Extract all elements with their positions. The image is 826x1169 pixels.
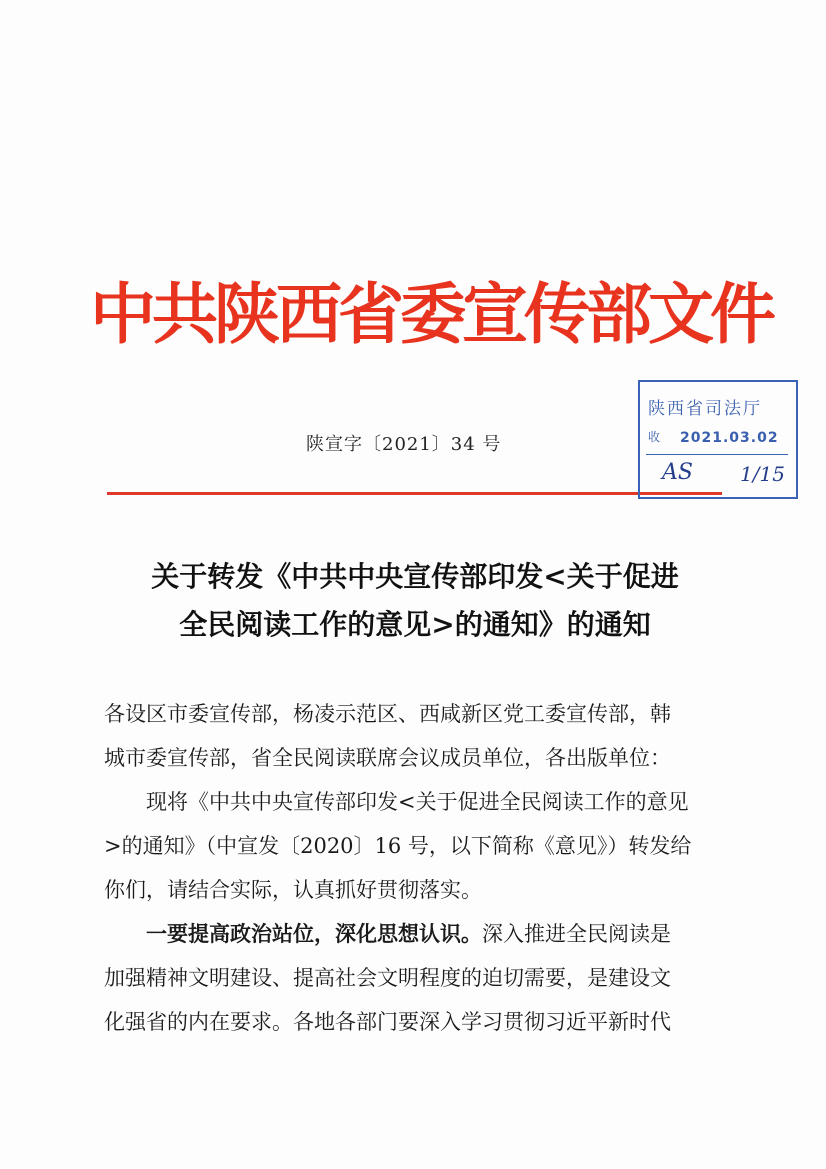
stamp-organization: 陕西省司法厅 (648, 399, 762, 419)
received-stamp (638, 380, 798, 499)
stamp-handwritten-count: 1/15 (740, 462, 785, 486)
paragraph-2-line-3: 化强省的内在要求。各地各部门要深入学习贯彻习近平新时代 (104, 1010, 671, 1034)
document-body (104, 692, 724, 1044)
title-line-1: 关于转发《中共中央宣传部印发<关于促进 (151, 560, 679, 593)
document-masthead: 中共陕西省委宣传部文件 (90, 276, 772, 353)
paragraph-2-heading: 一要提高政治站位，深化思想认识。 (146, 921, 482, 946)
paragraph-2-line-1 (104, 912, 724, 956)
stamp-prefix: 收 (648, 430, 661, 444)
paragraph-1-line-2: >的通知》（中宣发〔2020〕16 号，以下简称《意见》）转发给 (104, 834, 692, 858)
paragraph-1-line-3: 你们，请结合实际，认真抓好贯彻落实。 (104, 878, 482, 902)
paragraph-1-line-1: 现将《中共中央宣传部印发<关于促进全民阅读工作的意见 (146, 790, 689, 814)
paragraph-2-line-1-text: 深入推进全民阅读是 (482, 922, 671, 946)
recipients-line-2: 城市委宣传部，省全民阅读联席会议成员单位，各出版单位： (104, 746, 671, 770)
paragraph-2-line-2: 加强精神文明建设、提高社会文明程度的迫切需要，是建设文 (104, 966, 671, 990)
recipients-line-1: 各设区市委宣传部，杨凌示范区、西咸新区党工委宣传部，韩 (104, 702, 671, 726)
red-divider-line (107, 492, 722, 495)
stamp-date: 2021.03.02 (680, 430, 779, 446)
title-line-2: 全民阅读工作的意见>的通知》的通知 (179, 608, 651, 641)
stamp-divider (646, 454, 788, 455)
document-number: 陕宣字〔2021〕34 号 (306, 434, 502, 455)
stamp-handwritten-code: AS (662, 460, 693, 485)
document-title (90, 553, 740, 649)
